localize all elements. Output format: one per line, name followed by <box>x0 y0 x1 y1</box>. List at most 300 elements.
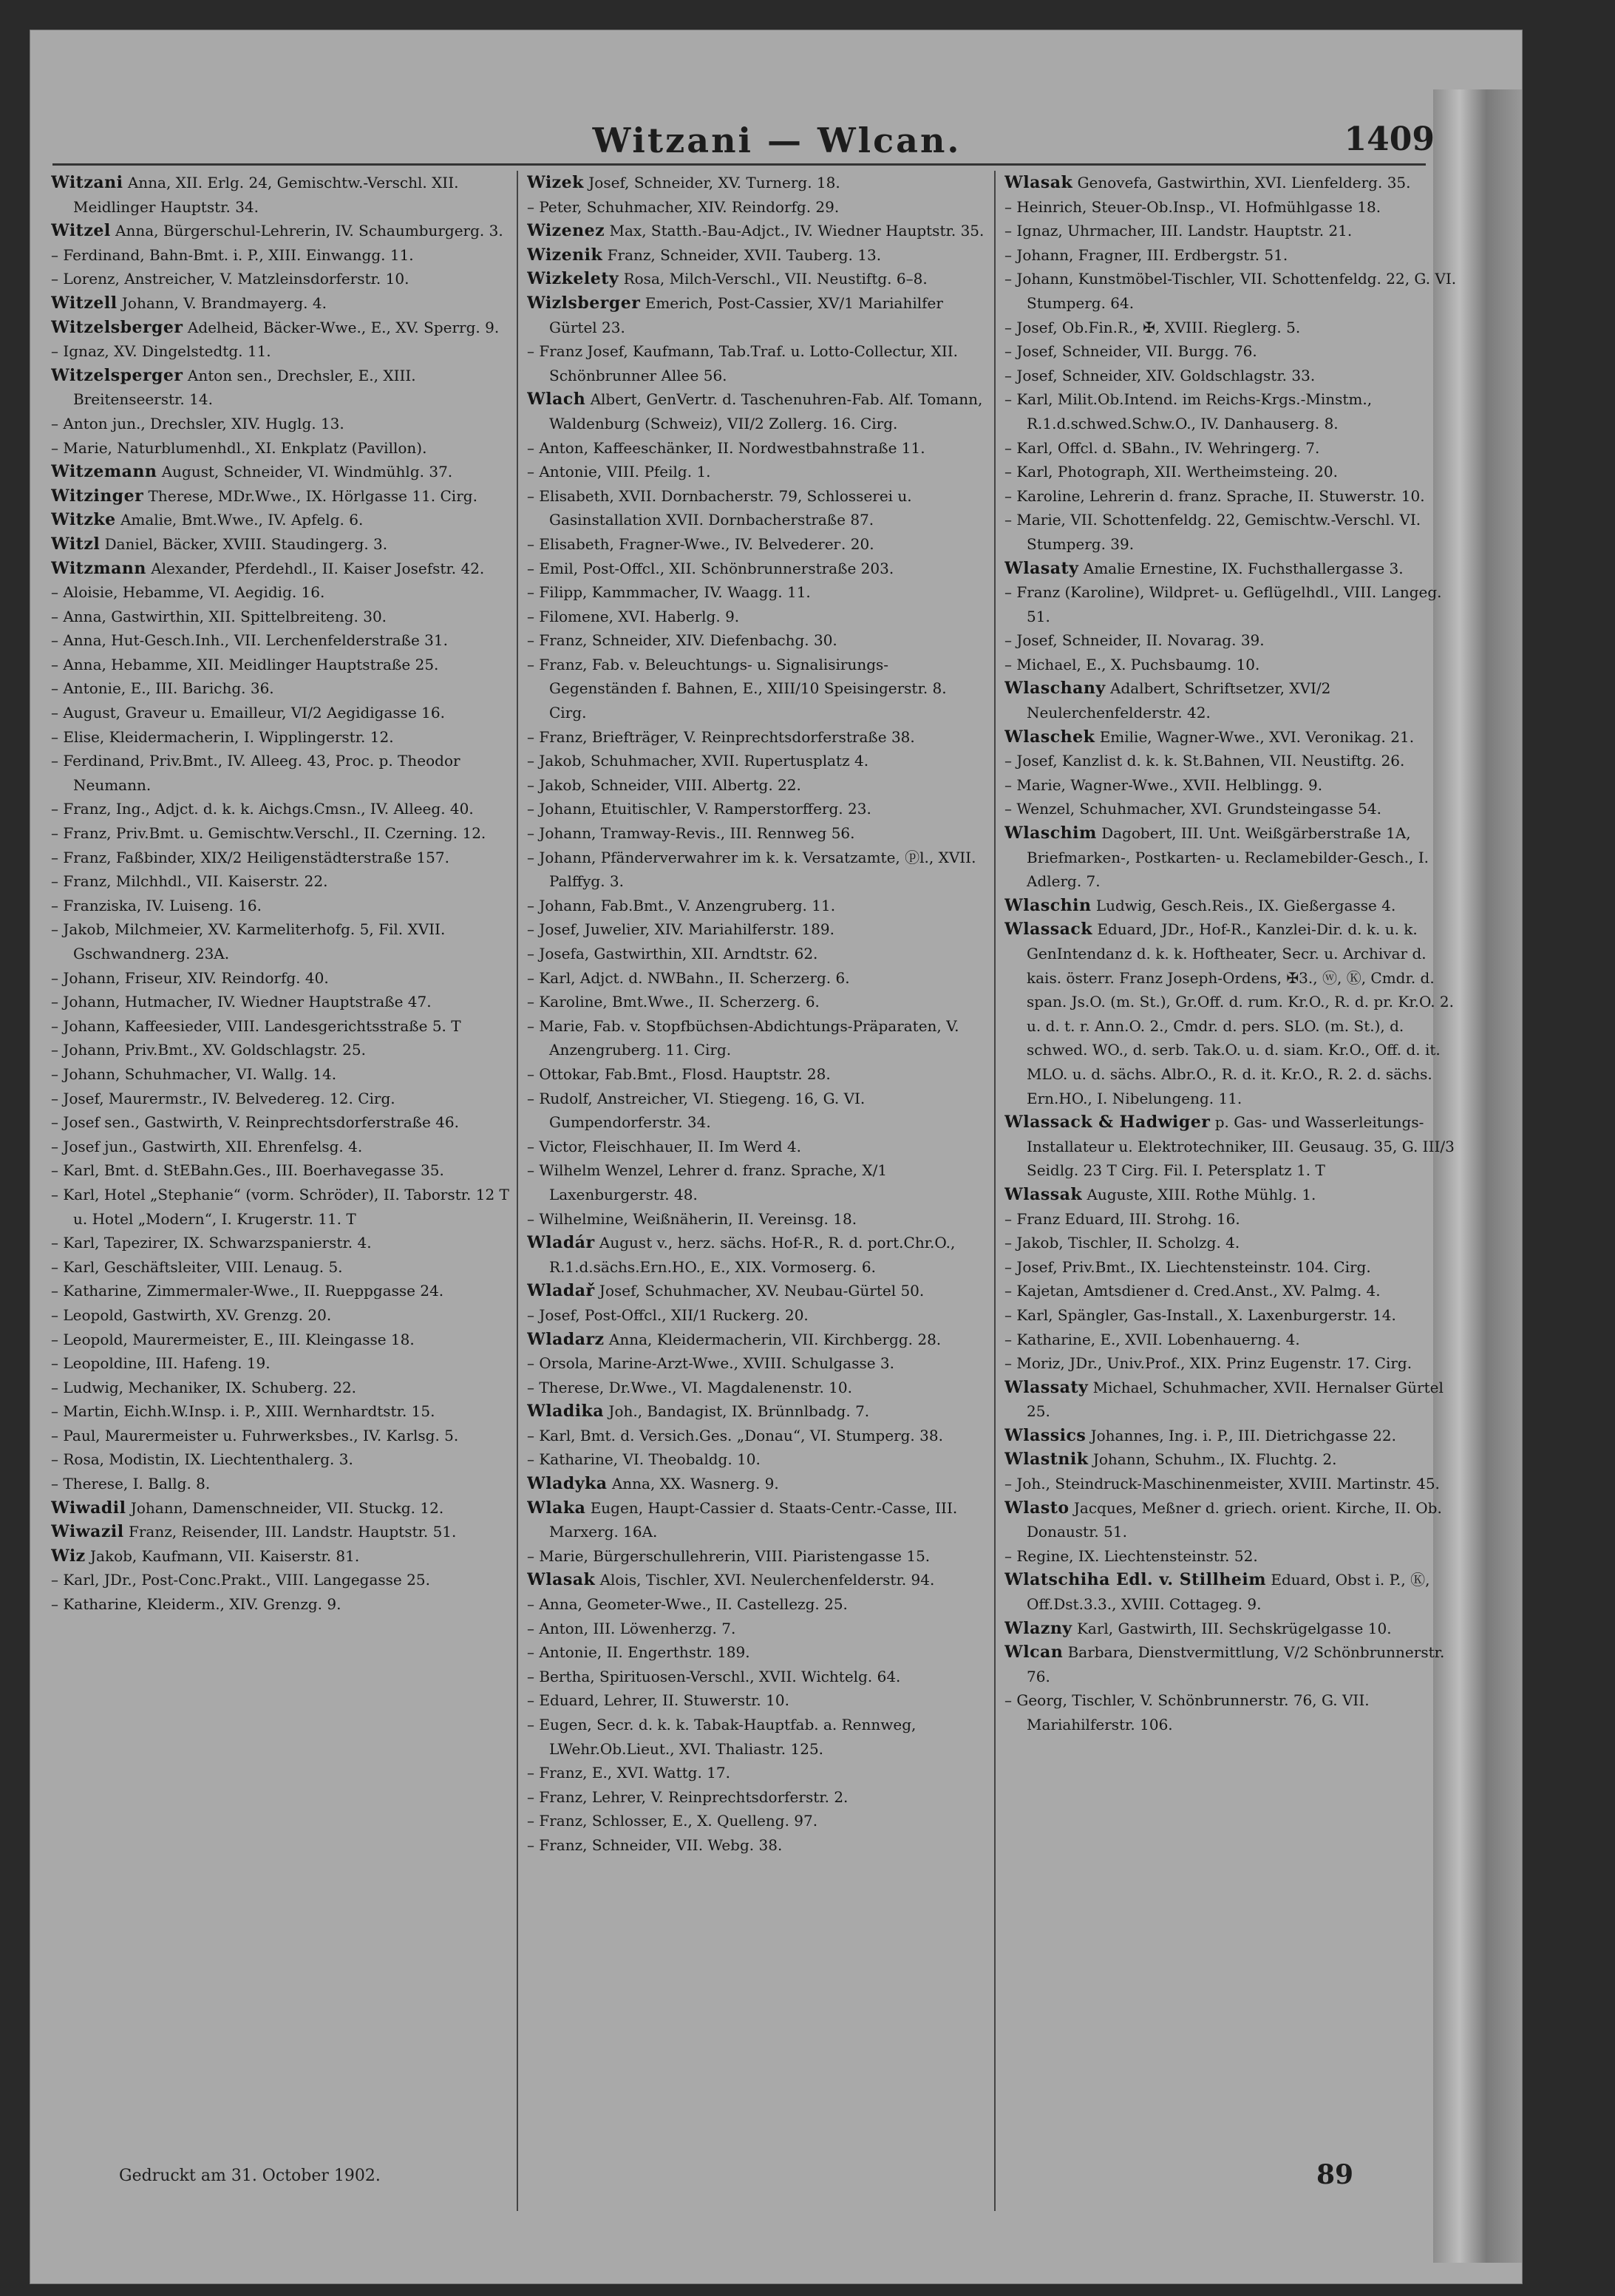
directory-entry <box>1004 1231 1460 1255</box>
entry-surname: Wladarz <box>527 1329 605 1349</box>
directory-entry <box>1004 1424 1460 1448</box>
entry-details: August, Schneider, VI. Windmühlg. 37. <box>161 463 453 481</box>
page-number: 1409 <box>1344 120 1435 158</box>
directory-entry <box>51 628 509 653</box>
entry-details: – Johann, Friseur, XIV. Reindorfg. 40. <box>51 968 329 987</box>
directory-entry <box>527 1568 985 1592</box>
directory-entry <box>527 846 985 894</box>
entry-details: Johannes, Ing. i. P., III. Dietrichgasse 22. <box>1090 1426 1396 1444</box>
directory-entry <box>51 316 509 340</box>
entry-details: – Franz Eduard, III. Strohg. 16. <box>1004 1209 1240 1228</box>
directory-entry <box>51 1279 509 1303</box>
directory-entry <box>1004 894 1460 918</box>
entry-details: – Franz, E., XVI. Wattg. 17. <box>527 1764 730 1782</box>
directory-entry <box>1004 387 1460 435</box>
entry-details: Johann, Schuhm., IX. Fluchtg. 2. <box>1092 1450 1337 1469</box>
entry-details: Michael, Schuhmacher, XVII. Hernalser Gürtel 25. <box>1027 1378 1444 1421</box>
directory-entry <box>527 725 985 750</box>
directory-entry <box>51 869 509 894</box>
directory-entry <box>527 460 985 484</box>
entry-details: – Ottokar, Fab.Bmt., Flosd. Hauptstr. 28. <box>527 1064 831 1083</box>
directory-entry <box>51 1231 509 1255</box>
entry-details: – Moriz, JDr., Univ.Prof., XIX. Prinz Eugenstr. 17. Cirg. <box>1004 1354 1412 1373</box>
directory-entry <box>51 557 509 581</box>
directory-entry <box>51 1038 509 1062</box>
entry-details: Karl, Gastwirth, III. Sechskrügelgasse 10. <box>1076 1619 1392 1637</box>
entry-details: – Karl, Milit.Ob.Intend. im Reichs-Krgs.-Minstm., R.1.d.schwed.Schw.O., IV. Danhauserg. 8. <box>1004 390 1373 432</box>
entry-surname: Wlassics <box>1004 1425 1087 1445</box>
entry-details: – Karl, Hotel „Stephanie“ (vorm. Schröder), II. Taborstr. 12 T u. Hotel „Modern“, I. Krugerstr. 11. T <box>51 1185 509 1228</box>
directory-entry <box>527 291 985 339</box>
directory-entry <box>527 219 985 243</box>
entry-details: – Marie, Fab. v. Stopfbüchsen-Abdichtungs-Präparaten, V. Anzengruberg. 11. Cirg. <box>527 1016 959 1059</box>
directory-entry <box>1004 508 1460 556</box>
directory-entry <box>51 1472 509 1496</box>
directory-entry <box>527 628 985 653</box>
directory-entry <box>51 1062 509 1087</box>
entry-details: Eduard, JDr., Hof-R., Kanzlei-Dir. d. k. u. k. GenIntendanz d. k. k. Hoftheater, Secr. u. Archivar d. kais. österr. Franz Joseph-Ordens, ✠3., ⓦ, Ⓚ, Cmdr. d. span. Js.O. (m. St.), Gr.Off. d. rum. Kr.O., R. d. pr. Kr.O. 2. u. d. t. r. Ann.O. 2., Cmdr. d. pers. SLO. (m. St.), d. schwed. WO., d. serb. Tak.O. u. d. siam. Kr.O., Off. d. it. MLO. u. d. sächs. Albr.O., R. d. it. Kr.O., R. 2. d. sächs. Ern.HO., I. Nibelungeng. 11. <box>1027 920 1455 1107</box>
entry-details: – Johann, Kunstmöbel-Tischler, VII. Schottenfeldg. 22, G. VI. Stumperg. 64. <box>1004 270 1457 312</box>
directory-entry <box>527 1087 985 1135</box>
entry-details: – Anna, Geometer-Wwe., II. Castellezg. 25. <box>527 1595 848 1614</box>
entry-details: – Karl, Bmt. d. StEBahn.Ges., III. Boerhavegasse 35. <box>51 1161 444 1180</box>
directory-entry <box>527 1399 985 1424</box>
directory-entry <box>51 267 509 291</box>
directory-entry <box>1004 1688 1460 1736</box>
entry-details: Josef, Schneider, XV. Turnerg. 18. <box>588 174 840 191</box>
directory-entry <box>527 267 985 291</box>
directory-entry <box>527 1328 985 1352</box>
directory-entry <box>51 339 509 364</box>
entry-surname: Witzl <box>51 534 101 554</box>
entry-details: – Regine, IX. Liechtensteinstr. 52. <box>1004 1546 1258 1565</box>
directory-entry <box>51 364 509 412</box>
directory-entry <box>527 195 985 220</box>
directory-entry <box>51 1376 509 1400</box>
entry-details: – Elise, Kleidermacherin, I. Wipplingerstr. 12. <box>51 727 394 746</box>
entry-details: – Ferdinand, Priv.Bmt., IV. Alleeg. 43, Proc. p. Theodor Neumann. <box>51 752 460 794</box>
entry-details: – Ignaz, XV. Dingelstedtg. 11. <box>51 342 271 361</box>
entry-surname: Wlach <box>527 390 586 410</box>
entry-details: – Josef, Kanzlist d. k. k. St.Bahnen, VII. Neustiftg. 26. <box>1004 752 1405 770</box>
directory-entry <box>527 1351 985 1376</box>
directory-entry <box>1004 243 1460 268</box>
directory-entry <box>527 243 985 268</box>
entry-details: – Josef, Juwelier, XIV. Mariahilferstr. 189. <box>527 920 834 939</box>
entry-surname: Wladika <box>527 1402 605 1422</box>
directory-entry <box>527 1713 985 1761</box>
directory-entry <box>1004 1351 1460 1376</box>
entry-details: – Karl, Bmt. d. Versich.Ges. „Donau“, VI. Stumperg. 38. <box>527 1426 943 1444</box>
entry-details: Anna, Kleidermacherin, VII. Kirchbergg. 28. <box>608 1330 942 1348</box>
entry-details: – Johann, Priv.Bmt., XV. Goldschlagstr. 25. <box>51 1041 366 1059</box>
directory-entry <box>527 532 985 557</box>
entry-surname: Witzel <box>51 221 111 241</box>
entry-details: – Josef, Ob.Fin.R., ✠, XVIII. Rieglerg. 5. <box>1004 318 1301 336</box>
entry-details: – Franz, Fab. v. Beleuchtungs- u. Signalisirungs-Gegenständen f. Bahnen, E., XIII/10 Speisingerstr. 8. Cirg. <box>527 655 947 722</box>
directory-entry <box>527 171 985 195</box>
directory-entry <box>1004 1544 1460 1569</box>
entry-surname: Wladyka <box>527 1474 608 1494</box>
directory-entry <box>51 966 509 991</box>
directory-entry <box>527 1640 985 1665</box>
entry-details: – Johann, Fab.Bmt., V. Anzengruberg. 11. <box>527 896 836 914</box>
entry-details: p. Gas- und Wasserleitungs-Installateur u. Elektrotechniker, III. Geusaug. 35, G. III/3 Seidlg. 23 T Cirg. Fil. I. Petersplatz 1. T <box>1027 1113 1455 1180</box>
entry-details: August v., herz. sächs. Hof-R., R. d. port.Chr.O., R.1.d.sächs.Ern.HO., E., XIX. Vormoserg. 6. <box>549 1234 956 1276</box>
entry-details: – Karoline, Lehrerin d. franz. Sprache, II. Stuwerstr. 10. <box>1004 486 1425 505</box>
directory-entry <box>1004 1447 1460 1472</box>
entry-details: Josef, Schuhmacher, XV. Neubau-Gürtel 50. <box>599 1282 925 1300</box>
directory-entry <box>527 942 985 966</box>
entry-details: Alois, Tischler, XVI. Neulerchenfelderstr. 94. <box>599 1571 935 1589</box>
print-date: Gedruckt am 31. October 1902. <box>119 2167 381 2185</box>
directory-entry <box>1004 749 1460 773</box>
entry-details: Franz, Schneider, XVII. Tauberg. 13. <box>607 245 882 264</box>
entry-details: – Peter, Schuhmacher, XIV. Reindorfg. 29. <box>527 197 840 216</box>
entry-surname: Wizenez <box>527 221 605 241</box>
directory-entry <box>51 1110 509 1135</box>
column-2 <box>527 171 985 2211</box>
directory-entry <box>1004 171 1460 195</box>
entry-details: – Michael, E., X. Puchsbaumg. 10. <box>1004 655 1260 673</box>
entry-details: Dagobert, III. Unt. Weißgärberstraße 1A, Briefmarken-, Postkarten- u. Reclamebilder-Gesch., I. Adlerg. 7. <box>1027 824 1429 891</box>
directory-entry <box>1004 773 1460 798</box>
column-1 <box>51 171 509 2211</box>
directory-entry <box>527 1617 985 1641</box>
directory-entry <box>51 291 509 316</box>
entry-surname: Witzke <box>51 510 116 530</box>
entry-details: Auguste, XIII. Rothe Mühlg. 1. <box>1087 1185 1316 1203</box>
directory-entry <box>527 1231 985 1279</box>
entry-details: – Franziska, IV. Luiseng. 16. <box>51 896 262 914</box>
directory-entry <box>51 990 509 1014</box>
entry-details: – Emil, Post-Offcl., XII. Schönbrunnerstraße 203. <box>527 559 894 577</box>
directory-entry <box>1004 797 1460 821</box>
directory-entry <box>51 460 509 484</box>
directory-entry <box>51 484 509 509</box>
directory-entry <box>51 846 509 870</box>
directory-entry <box>1004 1376 1460 1424</box>
directory-entry <box>527 484 985 532</box>
entry-details: – Eduard, Lehrer, II. Stuwerstr. 10. <box>527 1691 789 1710</box>
directory-entry <box>51 725 509 750</box>
entry-details: – Aloisie, Hebamme, VI. Aegidig. 16. <box>51 583 325 602</box>
entry-details: – Therese, I. Ballg. 8. <box>51 1475 211 1493</box>
entry-surname: Wlatschiha Edl. v. Stillheim <box>1004 1570 1266 1590</box>
entry-surname: Wlassak <box>1004 1184 1083 1204</box>
entry-surname: Wlassack & Hadwiger <box>1004 1113 1211 1132</box>
entry-details: – Josefa, Gastwirthin, XII. Arndtstr. 62. <box>527 945 818 962</box>
directory-entry <box>51 580 509 605</box>
entry-surname: Wiwadil <box>51 1498 126 1518</box>
entry-details: – Filipp, Kammmacher, IV. Waagg. 11. <box>527 583 811 602</box>
entry-details: – Katharine, Zimmermaler-Wwe., II. Rueppgasse 24. <box>51 1282 444 1300</box>
entry-details: – Marie, Bürgerschullehrerin, VIII. Piaristengasse 15. <box>527 1546 931 1565</box>
entry-details: – Anna, Hebamme, XII. Meidlinger Hauptstraße 25. <box>51 655 439 673</box>
entry-details: – Jakob, Schuhmacher, XVII. Rupertusplatz 4. <box>527 752 869 770</box>
entry-details: – Katharine, E., XVII. Lobenhauerng. 4. <box>1004 1330 1300 1348</box>
entry-surname: Wlazny <box>1004 1618 1072 1638</box>
entry-surname: Wiwazil <box>51 1522 124 1542</box>
directory-entry <box>1004 1472 1460 1496</box>
entry-details: – Rosa, Modistin, IX. Liechtenthalerg. 3. <box>51 1450 353 1469</box>
entry-details: – Katharine, Kleiderm., XIV. Grenzg. 9. <box>51 1595 341 1614</box>
directory-entry <box>51 676 509 701</box>
entry-surname: Wizek <box>527 173 584 192</box>
entry-details: Johann, V. Brandmayerg. 4. <box>121 293 327 312</box>
entry-details: – Orsola, Marine-Arzt-Wwe., XVIII. Schulgasse 3. <box>527 1354 895 1373</box>
directory-entry <box>1004 1183 1460 1207</box>
entry-details: – Johann, Tramway-Revis., III. Rennweg 56. <box>527 824 855 843</box>
entry-details: – Johann, Fragner, III. Erdbergstr. 51. <box>1004 245 1288 264</box>
directory-entry <box>1004 364 1460 388</box>
directory-entry <box>527 1472 985 1496</box>
directory-entry <box>1004 460 1460 484</box>
directory-entry <box>51 653 509 677</box>
directory-entry <box>527 1376 985 1400</box>
running-title: Witzani — Wlcan. <box>592 120 962 160</box>
directory-entry <box>527 1785 985 1810</box>
entry-surname: Witzmann <box>51 558 146 578</box>
directory-entry <box>527 1207 985 1232</box>
directory-entry <box>527 1761 985 1785</box>
directory-entry <box>527 773 985 798</box>
directory-entry <box>51 1135 509 1159</box>
entry-details: – Jakob, Milchmeier, XV. Karmeliterhofg. 5, Fil. XVII. Gschwandnerg. 23A. <box>51 920 446 962</box>
entry-details: Anna, XII. Erlg. 24, Gemischtw.-Verschl. XII. Meidlinger Hauptstr. 34. <box>73 174 459 216</box>
entry-details: – Anna, Hut-Gesch.Inh., VII. Lerchenfelderstraße 31. <box>51 631 448 650</box>
entry-surname: Wlassaty <box>1004 1377 1089 1397</box>
entry-details: – Franz, Schlosser, E., X. Quelleng. 97. <box>527 1812 818 1830</box>
entry-details: – Franz, Lehrer, V. Reinprechtsdorferstr. 2. <box>527 1787 849 1806</box>
directory-entry <box>527 1833 985 1858</box>
entry-details: – Johann, Schuhmacher, VI. Wallg. 14. <box>51 1064 337 1083</box>
entry-surname: Witzelsberger <box>51 317 183 337</box>
directory-entry <box>51 219 509 243</box>
directory-entry <box>51 171 509 219</box>
entry-details: Rosa, Milch-Verschl., VII. Neustiftg. 6–8. <box>623 270 928 288</box>
directory-entry <box>51 917 509 965</box>
header-rule <box>52 163 1426 166</box>
directory-entry <box>1004 628 1460 653</box>
entry-surname: Wizkelety <box>527 269 619 289</box>
entry-details: – Elisabeth, Fragner-Wwe., IV. Belvederег. 20. <box>527 534 874 553</box>
directory-entry <box>1004 653 1460 677</box>
entry-surname: Wizenik <box>527 245 603 265</box>
directory-entry <box>527 605 985 629</box>
entry-details: Amalie Ernestine, IX. Fuchsthallergasse 3. <box>1083 559 1404 577</box>
entry-details: – Georg, Tischler, V. Schönbrunnerstr. 76, G. VII. Mariahilferstr. 106. <box>1004 1691 1370 1733</box>
entry-details: – Leopoldine, III. Hafeng. 19. <box>51 1354 271 1373</box>
entry-surname: Witzell <box>51 293 118 313</box>
entry-details: Jacques, Meßner d. griech. orient. Kirche, II. Ob. Donaustr. 51. <box>1027 1498 1442 1541</box>
entry-details: Barbara, Dienstvermittlung, V/2 Schönbrunnerstr. 76. <box>1027 1643 1445 1685</box>
entry-details: Daniel, Bäcker, XVIII. Staudingerg. 3. <box>104 534 388 553</box>
directory-entry <box>1004 436 1460 461</box>
directory-entry <box>1004 1279 1460 1303</box>
entry-details: Anna, Bürgerschul-Lehrerin, IV. Schaumburgerg. 3. <box>115 222 503 240</box>
entry-details: – Antonie, VIII. Pfeilg. 1. <box>527 463 711 481</box>
entry-details: – Franz, Briefträger, V. Reinprechtsdorferstraße 38. <box>527 727 915 746</box>
entry-surname: Wlaschin <box>1004 895 1092 915</box>
directory-entry <box>51 605 509 629</box>
directory-entry <box>1004 580 1460 628</box>
directory-entry <box>1004 557 1460 581</box>
entry-details: – Josef, Schneider, VII. Burgg. 76. <box>1004 342 1257 361</box>
entry-details: Jakob, Kaufmann, VII. Kaiserstr. 81. <box>90 1546 360 1565</box>
entry-details: – Karl, Tapezirer, IX. Schwarzspanierstr. 4. <box>51 1234 372 1252</box>
entry-details: – Johann, Etuitischler, V. Ramperstorfferg. 23. <box>527 800 871 818</box>
entry-details: Alexander, Pferdehdl., II. Kaiser Josefstr. 42. <box>151 559 485 577</box>
entry-details: – Anton jun., Drechsler, XIV. Huglg. 13. <box>51 414 344 432</box>
directory-entry <box>527 580 985 605</box>
entry-details: Genovefa, Gastwirthin, XVI. Lienfelderg. 35. <box>1077 174 1411 191</box>
entry-details: – Therese, Dr.Wwe., VI. Magdalenenstr. 10. <box>527 1378 852 1396</box>
directory-entry <box>527 990 985 1014</box>
entry-details: – Johann, Kaffeesieder, VIII. Landesgerichtsstraße 5. T <box>51 1016 461 1035</box>
entry-details: – Anton, III. Löwenherzg. 7. <box>527 1619 736 1637</box>
directory-entry <box>527 1665 985 1689</box>
entry-details: Ludwig, Gesch.Reis., IX. Gießergasse 4. <box>1095 896 1396 914</box>
directory-entry <box>1004 1640 1460 1688</box>
entry-details: – Franz Josef, Kaufmann, Tab.Traf. u. Lotto-Collectur, XII. Schönbrunner Allee 56. <box>527 342 959 384</box>
entry-details: – Antonie, II. Engerthstr. 189. <box>527 1643 750 1662</box>
entry-surname: Wizlsberger <box>527 293 641 313</box>
entry-details: – Elisabeth, XVII. Dornbacherstr. 79, Schlosserei u. Gasinstallation XVII. Dornbacherstraße 87. <box>527 486 912 529</box>
entry-surname: Wladař <box>527 1281 595 1301</box>
directory-entry <box>51 1158 509 1183</box>
directory-entry <box>51 243 509 268</box>
directory-entry <box>51 1447 509 1472</box>
entry-surname: Wlaschany <box>1004 679 1106 699</box>
entry-details: Emerich, Post-Cassier, XV/1 Mariahilfer Gürtel 23. <box>549 293 943 336</box>
entry-details: – Heinrich, Steuer-Ob.Insp., VI. Hofmühlgasse 18. <box>1004 197 1381 216</box>
entry-details: – Jakob, Tischler, II. Scholzg. 4. <box>1004 1234 1240 1252</box>
directory-entry <box>1004 219 1460 243</box>
entry-details: – Franz, Faßbinder, XIX/2 Heiligenstädterstraße 157. <box>51 848 449 866</box>
entry-surname: Wlaschim <box>1004 823 1097 843</box>
entry-surname: Wlastnik <box>1004 1450 1089 1470</box>
entry-details: Johann, Damenschneider, VII. Stuckg. 12. <box>130 1498 444 1517</box>
entry-surname: Wlasak <box>527 1570 596 1590</box>
directory-entry <box>1004 339 1460 364</box>
directory-entry <box>527 1424 985 1448</box>
directory-entry <box>51 508 509 532</box>
directory-entry <box>51 894 509 918</box>
entry-details: – Rudolf, Anstreicher, VI. Stiegeng. 16, G. VI. Gumpendorferstr. 34. <box>527 1089 866 1132</box>
entry-details: – Josef, Schneider, XIV. Goldschlagstr. 33. <box>1004 366 1316 384</box>
signature-number: 89 <box>1316 2159 1354 2190</box>
entry-details: – Anna, Gastwirthin, XII. Spittelbreiteng. 30. <box>51 607 387 625</box>
directory-entry <box>527 1062 985 1087</box>
directory-entry <box>1004 725 1460 750</box>
entry-details: Albert, GenVertr. d. Taschenuhren-Fab. Alf. Tomann, Waldenburg (Schweiz), VII/2 Zollerg. 16. Cirg. <box>549 390 983 432</box>
directory-entry <box>527 917 985 942</box>
directory-entry <box>51 1399 509 1424</box>
directory-entry <box>51 1255 509 1280</box>
directory-entry <box>527 1688 985 1713</box>
entry-details: – Johann, Hutmacher, IV. Wiedner Hauptstraße 47. <box>51 993 432 1011</box>
directory-entry <box>527 894 985 918</box>
entry-details: Eduard, Obst i. P., Ⓚ, Off.Dst.3.3., XVIII. Cottageg. 9. <box>1027 1571 1430 1614</box>
directory-entry <box>1004 1110 1460 1183</box>
directory-page <box>30 30 1523 2284</box>
entry-details: – Marie, Wagner-Wwe., XVII. Helblingg. 9. <box>1004 775 1323 794</box>
entry-details: – Franz, Milchhdl., VII. Kaiserstr. 22. <box>51 872 328 891</box>
entry-details: Therese, MDr.Wwe., IX. Hörlgasse 11. Cirg. <box>148 486 477 505</box>
directory-entry <box>527 557 985 581</box>
entry-details: – Ludwig, Mechaniker, IX. Schuberg. 22. <box>51 1378 357 1396</box>
entry-details: – Ferdinand, Bahn-Bmt. i. P., XIII. Einwangg. 11. <box>51 245 414 264</box>
entry-surname: Wlasto <box>1004 1498 1070 1518</box>
entry-details: – Josef jun., Gastwirth, XII. Ehrenfelsg. 4. <box>51 1137 363 1155</box>
directory-entry <box>527 1447 985 1472</box>
entry-surname: Witzinger <box>51 486 144 506</box>
directory-entry <box>1004 821 1460 894</box>
entry-surname: Wlasaty <box>1004 558 1079 578</box>
entry-details: – Katharine, VI. Theobaldg. 10. <box>527 1450 761 1469</box>
entry-details: – Karl, Spängler, Gas-Install., X. Laxenburgerstr. 14. <box>1004 1305 1396 1324</box>
entry-details: – Franz, Schneider, XIV. Diefenbachg. 30. <box>527 631 837 650</box>
entry-surname: Witzelsperger <box>51 365 183 385</box>
entry-surname: Wlassack <box>1004 920 1092 940</box>
directory-entry <box>1004 267 1460 315</box>
directory-entry <box>1004 1328 1460 1352</box>
entry-details: – Leopold, Gastwirth, XV. Grenzg. 20. <box>51 1305 332 1324</box>
directory-entry <box>527 1809 985 1833</box>
entry-details: – Josef, Maurermstr., IV. Belvedereg. 12. Cirg. <box>51 1089 395 1107</box>
entry-surname: Wlaschek <box>1004 727 1095 747</box>
entry-surname: Wlaka <box>527 1498 586 1518</box>
entry-details: – Josef, Post-Offcl., XII/1 Ruckerg. 20. <box>527 1305 809 1324</box>
entry-details: – Karl, Adjct. d. NWBahn., II. Scherzerg. 6. <box>527 968 850 987</box>
entry-details: Joh., Bandagist, IX. Brünnlbadg. 7. <box>608 1402 870 1421</box>
entry-details: – Franz, Ing., Adjct. d. k. k. Aichgs.Cmsn., IV. Alleeg. 40. <box>51 800 474 818</box>
directory-entry <box>527 749 985 773</box>
entry-details: Adalbert, Schriftsetzer, XVI/2 Neulerchenfelderstr. 42. <box>1027 679 1331 722</box>
directory-entry <box>51 1592 509 1617</box>
directory-entry <box>1004 195 1460 220</box>
directory-entry <box>527 1279 985 1303</box>
entry-details: – Karoline, Bmt.Wwe., II. Scherzerg. 6. <box>527 993 820 1011</box>
entry-details: – Karl, Geschäftsleiter, VIII. Lenaug. 5. <box>51 1257 343 1276</box>
directory-entry <box>51 1087 509 1111</box>
directory-entry <box>51 1544 509 1569</box>
entry-details: – Johann, Pfänderverwahrer im k. k. Versatzamte, ⓟl., XVII. Palffyg. 3. <box>527 848 976 891</box>
entry-details: – Filomene, XVI. Haberlg. 9. <box>527 607 740 625</box>
directory-entry <box>1004 1568 1460 1616</box>
entry-surname: Wlasak <box>1004 173 1073 192</box>
entry-details: Anton sen., Drechsler, E., XIII. Breitenseerstr. 14. <box>73 366 416 409</box>
entry-details: – August, Graveur u. Emailleur, VI/2 Aegidigasse 16. <box>51 704 445 722</box>
directory-entry <box>51 1424 509 1448</box>
directory-entry <box>51 1351 509 1376</box>
directory-entry <box>527 1158 985 1206</box>
directory-entry <box>527 797 985 821</box>
entry-details: – Marie, VII. Schottenfeldg. 22, Gemischtw.-Verschl. VI. Stumperg. 39. <box>1004 511 1421 553</box>
entry-details: – Victor, Fleischhauer, II. Im Werd 4. <box>527 1137 801 1155</box>
directory-entry <box>527 387 985 435</box>
directory-entry <box>51 1183 509 1231</box>
entry-details: – Antonie, E., III. Barichg. 36. <box>51 679 274 698</box>
directory-entry <box>1004 1255 1460 1280</box>
directory-entry <box>51 701 509 725</box>
directory-entry <box>1004 1303 1460 1328</box>
entry-details: – Wilhelmine, Weißnäherin, II. Vereinsg. 18. <box>527 1209 857 1228</box>
directory-entry <box>527 1014 985 1062</box>
column-divider <box>517 171 518 2211</box>
entry-details: Adelheid, Bäcker-Wwe., E., XV. Sperrg. 9. <box>187 318 500 336</box>
